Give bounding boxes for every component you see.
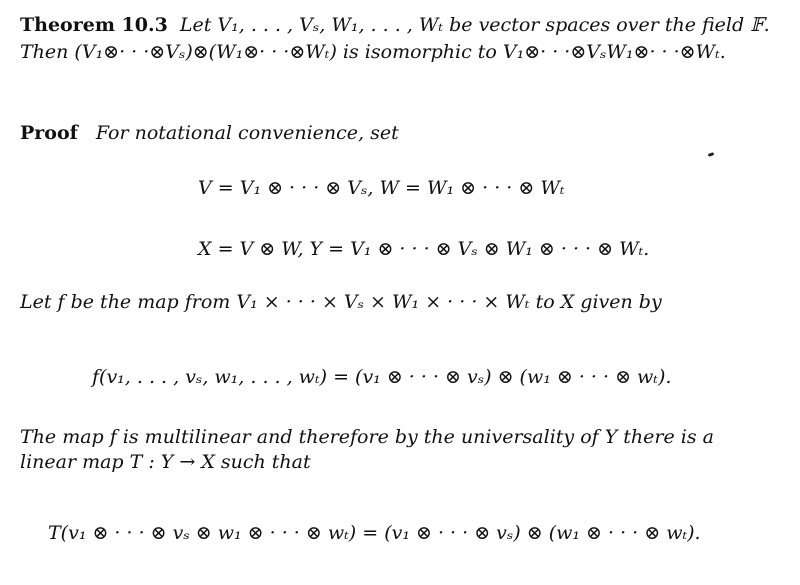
equation-map-f: f(v₁, . . . , vₛ, w₁, . . . , wₜ) = (v₁ ⊗ · · · ⊗ vₛ) ⊗ (w₁ ⊗ · · · ⊗ wₜ). (92, 366, 672, 388)
proof-intro-line (20, 122, 399, 144)
equation-definitions-vw: V = V₁ ⊗ · · · ⊗ Vₛ, W = W₁ ⊗ · · · ⊗ Wₜ (198, 177, 565, 199)
proof-intro: For notational convenience, set (95, 122, 399, 144)
theorem-line-1 (20, 14, 770, 36)
equation-definitions-xy: X = V ⊗ W, Y = V₁ ⊗ · · · ⊗ Vₛ ⊗ W₁ ⊗ · · · ⊗ Wₜ. (198, 238, 650, 260)
scan-speck (708, 152, 715, 157)
equation-map-t: T(v₁ ⊗ · · · ⊗ vₛ ⊗ w₁ ⊗ · · · ⊗ wₜ) = (v₁ ⊗ · · · ⊗ vₛ) ⊗ (w₁ ⊗ · · · ⊗ wₜ). (48, 522, 701, 544)
map-definition-line: Let f be the map from V₁ × · · · × Vₛ × W₁ × · · · × Wₜ to X given by (20, 291, 662, 313)
multilinear-line-1: The map f is multilinear and therefore by the universality of Y there is a (20, 426, 714, 448)
multilinear-line-2: linear map T : Y → X such that (20, 451, 311, 473)
theorem-statement-1: Let V₁, . . . , Vₛ, W₁, . . . , Wₜ be vector spaces over the field 𝔽. (179, 14, 770, 36)
theorem-line-2: Then (V₁⊗· · ·⊗Vₛ)⊗(W₁⊗· · ·⊗Wₜ) is isomorphic to V₁⊗· · ·⊗VₛW₁⊗· · ·⊗Wₜ. (20, 41, 726, 63)
proof-label: Proof (20, 122, 78, 144)
theorem-label: Theorem 10.3 (20, 14, 168, 36)
